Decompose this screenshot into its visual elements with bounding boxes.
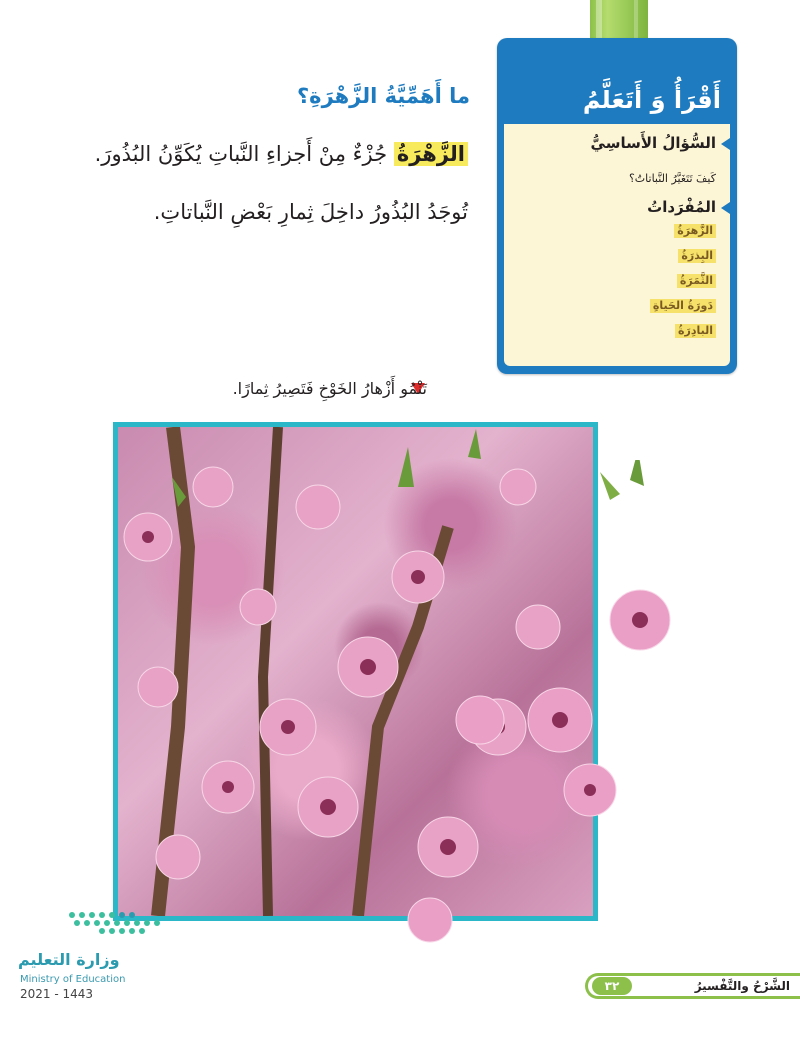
triangle-icon — [721, 138, 730, 150]
blossom-overflow-illustration — [400, 460, 700, 980]
triangle-icon — [721, 202, 730, 214]
vocab-item: البادِرَةُ — [675, 324, 716, 338]
essential-question: كَيفَ تَتَغَيَّرُ النَّباتاتُ؟ — [628, 172, 716, 185]
vocab-item: الثَّمَرَةُ — [677, 274, 716, 288]
ministry-name-arabic: وزارة التعليم — [18, 950, 120, 969]
vocab-item: الزَّهرَةُ — [674, 224, 716, 238]
body-line-1 — [95, 142, 468, 166]
photo-caption: تَنْمُو أَزْهارُ الخَوْخِ فَتَصِيرُ ثِمارًا. — [232, 379, 427, 398]
footer-bar — [585, 973, 800, 999]
box-body — [504, 124, 730, 366]
page-number: ٣٢ — [592, 977, 632, 995]
ministry-logo-icon — [66, 909, 166, 941]
body-line-2: تُوجَدُ البُذُورُ داخِلَ ثِمارِ بَعْضِ النَّباتاتِ. — [153, 200, 468, 224]
essential-question-heading: السُّؤالُ الأَساسِيُّ — [590, 134, 716, 152]
body-line-1-text: جُزْءٌ مِنْ أَجزاءِ النَّباتِ يُكَوِّنُ البُذُورَ. — [94, 142, 388, 166]
read-and-learn-box — [497, 38, 737, 374]
vocab-item: البِذرَةُ — [678, 249, 716, 263]
section-heading: ما أَهَمِّيَّةُ الزَّهْرَةِ؟ — [296, 84, 470, 108]
highlighted-term: الزَّهْرَةُ — [394, 142, 468, 166]
ministry-name-english: Ministry of Education — [20, 974, 126, 985]
footer-section-label: الشَّرْحُ والتَّفْسيرُ — [694, 979, 790, 993]
box-title: أَقْرَأُ وَ أَتَعَلَّمُ — [582, 86, 721, 114]
edition-years: 2021 - 1443 — [20, 987, 94, 1001]
vocab-item: دَورَةُ الحَياةِ — [650, 299, 716, 313]
vocabulary-heading: المُفْرَداتُ — [647, 198, 716, 216]
